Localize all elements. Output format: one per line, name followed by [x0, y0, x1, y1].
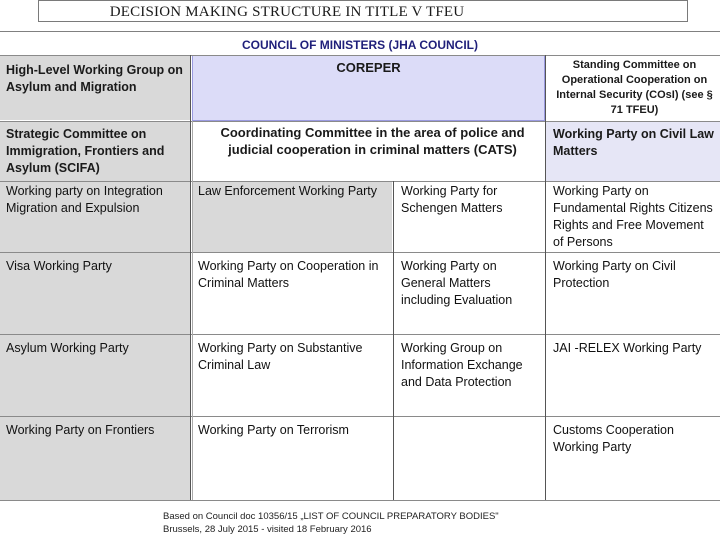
row3-c2: Working Party on Terrorism [198, 423, 349, 437]
row1-c3: Working Party on General Matters including Evaluation [401, 259, 513, 307]
footnote-line-1: Based on Council doc 10356/15 „LIST OF COUNCIL PREPARATORY BODIES" [163, 511, 499, 522]
page-title [38, 0, 688, 22]
civil-law-box: Working Party on Civil Law Matters [553, 127, 714, 158]
row2-c1: Asylum Working Party [6, 341, 129, 355]
grid-line [0, 500, 720, 501]
council-header: COUNCIL OF MINISTERS (JHA COUNCIL) [0, 31, 720, 55]
coreper-label: COREPER [336, 60, 401, 75]
grid-line [0, 334, 720, 335]
grid-line [0, 55, 720, 56]
row1-c4: Working Party on Civil Protection [553, 259, 676, 290]
grid-line [393, 181, 394, 500]
page-title-text: DECISION MAKING STRUCTURE IN TITLE V TFEU [109, 4, 465, 20]
cats-box: Coordinating Committee in the area of police and judicial cooperation in criminal matters (CATS) [220, 125, 525, 157]
row3-c4: Customs Cooperation Working Party [553, 423, 674, 454]
row2-c2: Working Party on Substantive Criminal Law [198, 341, 363, 372]
row0-c4: Working Party on Fundamental Rights Citizens Rights and Free Movement of Persons [553, 184, 713, 249]
grid-line [192, 121, 193, 500]
row1-c2: Working Party on Cooperation in Criminal Matters [198, 259, 379, 290]
scifa-box: Strategic Committee on Immigration, Frontiers and Asylum (SCIFA) [6, 127, 165, 175]
grid-line [0, 181, 720, 182]
grid-line [0, 416, 720, 417]
grid-line [545, 55, 546, 500]
row3-c1: Working Party on Frontiers [6, 423, 155, 437]
grid-line [0, 252, 720, 253]
cosi-box: Standing Committee on Operational Cooperation on Internal Security (COsI) (see § 71 TFEU) [556, 59, 713, 116]
row0-c1: Working party on Integration Migration and Expulsion [6, 184, 163, 215]
hlwg-box: High-Level Working Group on Asylum and Migration [6, 63, 183, 94]
row3-c3 [395, 420, 545, 422]
grid-line [190, 55, 191, 500]
row1-c1: Visa Working Party [6, 259, 112, 273]
grid-line [0, 121, 720, 122]
row0-c2: Law Enforcement Working Party [198, 184, 378, 198]
row2-c3: Working Group on Information Exchange and Data Protection [401, 341, 523, 389]
source-footnote [163, 510, 583, 536]
row2-c4: JAI -RELEX Working Party [553, 341, 702, 355]
row0-c3: Working Party for Schengen Matters [401, 184, 503, 215]
footnote-line-2: Brussels, 28 July 2015 - visited 18 February 2016 [163, 524, 372, 535]
